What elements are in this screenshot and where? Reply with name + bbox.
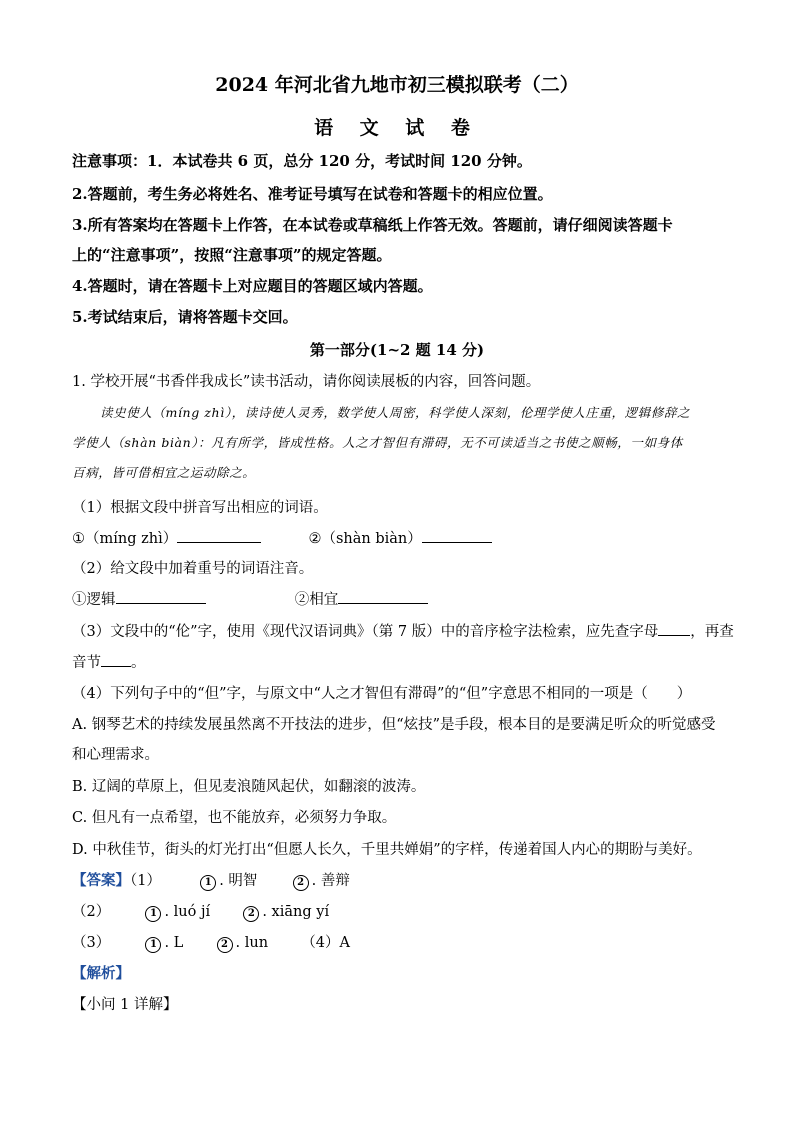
exam-title: 2024 年河北省九地市初三模拟联考（二） (215, 74, 579, 96)
sub3-text: （3）文段中的“伦”字，使用《现代汉语词典》（第 7 版）中的音序检字法检索，应先查字母 (72, 624, 659, 640)
notice-line-4: 上的“注意事项”，按照“注意事项”的规定答题。 (72, 246, 392, 264)
q1-sub1: （1）根据文段中拼音写出相应的词语。 (72, 500, 328, 516)
q1-stem: 1. 学校开展“书香伴我成长”读书活动，请你阅读展板的内容，回答问题。 (72, 374, 541, 390)
option-c: C. 但凡有一点希望，也不能放弃，必须努力争取。 (72, 810, 397, 826)
q1-sub3-line2 (72, 651, 146, 672)
answer-label: （3） (72, 935, 111, 951)
analysis-tag: 【解析】 (72, 965, 130, 982)
answer-value: . lun (235, 935, 269, 951)
answer-blank[interactable] (338, 590, 428, 604)
sub2-b-label: ②相宜 (294, 592, 339, 608)
sub1-a-label: ①（míng zhì） (72, 531, 178, 547)
q1-sub2: （2）给文段中加着重号的词语注音。 (72, 561, 314, 577)
answer-blank[interactable] (658, 622, 690, 636)
sub3-end-mark: 。 (131, 655, 146, 671)
q1-sub4: （4）下列句子中的“但”字，与原文中“人之才智但有滞碍”的“但”字意思不相同的一项是（ ） (72, 686, 692, 702)
section-title: 第一部分(1~2 题 14 分) (309, 341, 485, 359)
option-a-line1: A. 钢琴艺术的持续发展虽然离不开技法的进步，但“炫技”是手段，根本目的是要满足听众的听觉感受 (72, 717, 716, 733)
q1-sub1-answers (72, 527, 492, 548)
answer-blank[interactable] (177, 529, 261, 543)
answer-label: （1） (130, 873, 161, 889)
option-b: B. 辽阔的草原上，但见麦浪随风起伏，如翻滚的波涛。 (72, 779, 426, 795)
number-circle-icon: 1 (145, 906, 161, 922)
answer-tag: 【答案】 (72, 872, 130, 889)
answer-value: （4）A (301, 935, 350, 951)
answer-blank[interactable] (422, 529, 492, 543)
number-circle-icon: 2 (293, 875, 309, 891)
notice-line-1: 注意事项：1．本试卷共 6 页，总分 120 分，考试时间 120 分钟。 (72, 152, 532, 170)
sub3-text-end: ，再查 (690, 624, 734, 640)
answer-value: . 善辩 (311, 873, 350, 889)
exam-subtitle: 语 文 试 卷 (314, 117, 480, 139)
number-circle-icon: 2 (243, 906, 259, 922)
answer-label: （2） (72, 904, 111, 920)
answer-blank[interactable] (116, 590, 206, 604)
notice-line-5: 4.答题时，请在答题卡上对应题目的答题区域内答题。 (72, 277, 433, 295)
notice-line-3: 3.所有答案均在答题卡上作答，在本试卷或草稿纸上作答无效。答题前，请仔细阅读答题卡 (72, 216, 673, 234)
answer-row-3 (72, 931, 350, 953)
option-a-line2: 和心理需求。 (72, 747, 159, 763)
answer-value: . L (164, 935, 184, 951)
answer-value: . 明智 (219, 873, 258, 889)
sub2-a-label: ①逻辑 (72, 592, 116, 608)
q1-sub2-answers (72, 588, 428, 609)
passage-line-2: 学使人（shàn biàn）：凡有所学，皆成性格。人之才智但有滞碍，无不可读适当之书使之顺畅，一如身体 (72, 435, 683, 450)
answer-value: . xiāng yí (262, 904, 330, 920)
notice-line-2: 2.答题前，考生务必将姓名、准考证号填写在试卷和答题卡的相应位置。 (72, 185, 553, 203)
passage-line-1: 读史使人（míng zhì），读诗使人灵秀，数学使人周密，科学使人深刻，伦理学使人庄重，逻辑修辞之 (100, 405, 691, 420)
sub3-syllable-label: 音节 (72, 655, 101, 671)
passage-line-3: 百病，皆可借相宜之运动除之。 (72, 465, 256, 480)
answer-row-1 (72, 869, 350, 891)
option-d: D. 中秋佳节，街头的灯光打出“但愿人长久，千里共婵娟”的字样，传递着国人内心的期盼与美好。 (72, 842, 702, 858)
number-circle-icon: 1 (200, 875, 216, 891)
answer-value: . luó jí (164, 904, 211, 920)
detail-heading: 【小问 1 详解】 (72, 997, 178, 1013)
number-circle-icon: 1 (145, 937, 161, 953)
number-circle-icon: 2 (217, 937, 233, 953)
sub1-b-label: ②（shàn biàn） (308, 531, 422, 547)
answer-row-2 (72, 900, 329, 922)
notice-line-6: 5.考试结束后，请将答题卡交回。 (72, 308, 298, 326)
q1-sub3-line1 (72, 620, 734, 641)
answer-blank[interactable] (101, 653, 131, 667)
